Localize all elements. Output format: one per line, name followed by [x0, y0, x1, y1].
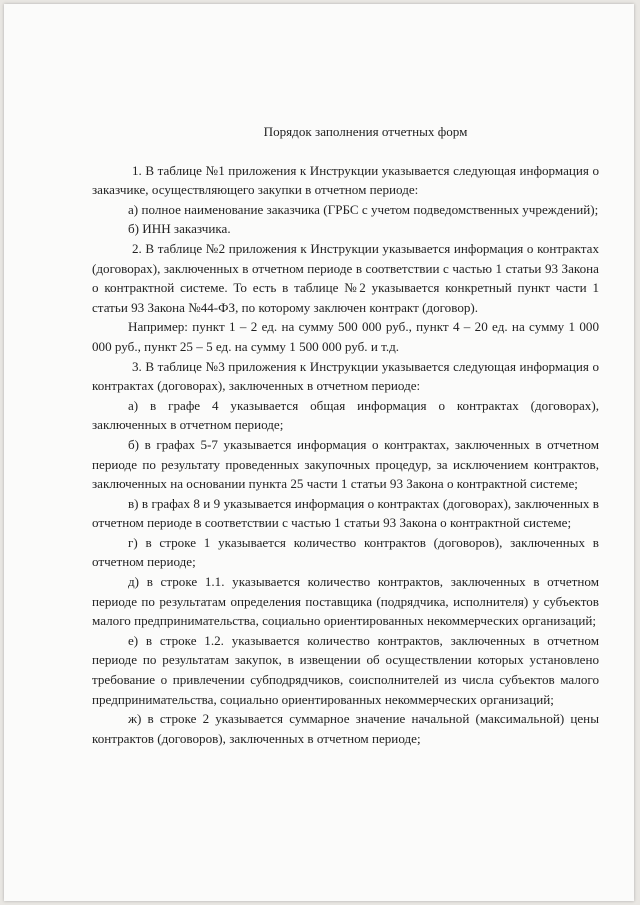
paragraph-3a: а) в графе 4 указывается общая информация о контрактах (договорах), заключенных в отчетном периоде; — [92, 397, 599, 433]
paragraph-3g: ж) в строке 2 указывается суммарное значение начальной (максимальной) цены контрактов (договоров), заключенных в отчетном периоде; — [92, 711, 599, 746]
paragraph-3e: д) в строке 1.1. указывается количество контрактов, заключенных в отчетном периоде по результатам определения поставщика (подрядчика, исполнителя) у субъектов малого предпринимательства, социально ориентированных некоммерческих организаций; — [92, 574, 599, 629]
paragraph-3f: е) в строке 1.2. указывается количество контрактов, заключенных в отчетном периоде по результатам закупок, в извещении об осуществлении которых установлено требование о привлечении субподрядчиков, соисполнителей из числа субъектов малого предпринимательства, социально ориентированных некоммерческих организаций; — [92, 632, 599, 707]
paragraph-3c: в) в графах 8 и 9 указывается информация о контрактах (договорах), заключенных в отчетном периоде в соответствии с частью 1 статьи 93 Закона о контрактной системе; — [92, 495, 599, 531]
paragraph-1: 1. В таблице №1 приложения к Инструкции указывается следующая информация о заказчике, осуществляющего закупки в отчетном периоде: — [92, 162, 599, 198]
paragraph-1b: б) ИНН заказчика. — [128, 221, 231, 237]
paragraph-3b: б) в графах 5-7 указывается информация о контрактах, заключенных в отчетном периоде по результату проведенных закупочных процедур, за исключением контрактов, заключенных на основании пункта 25 части 1 статьи 93 Закона о контрактной системе; — [92, 436, 599, 492]
paragraph-2-example: Например: пункт 1 – 2 ед. на сумму 500 000 руб., пункт 4 – 20 ед. на сумму 1 000 000 руб., пункт 25 – 5 ед. на сумму 1 500 000 руб. и т.д. — [92, 319, 599, 354]
paragraph-1a: а) полное наименование заказчика (ГРБС с учетом подведомственных учреждений); — [128, 201, 599, 217]
paragraph-3: 3. В таблице №3 приложения к Инструкции указывается следующая информация о контрактах (договорах), заключенных в отчетном периоде: — [92, 358, 599, 394]
paragraph-2: 2. В таблице №2 приложения к Инструкции указывается информация о контрактах (договорах), заключенных в отчетном периоде в соответствии с частью 1 статьи 93 Закона о контрактной системе. То есть в таблице №2 указывается конкретный пункт части 1 статьи 93 Закона №44-ФЗ, по которому заключен контракт (договор). — [92, 240, 599, 315]
document-title: Порядок заполнения отчетных форм — [263, 124, 468, 139]
paragraph-3d: г) в строке 1 указывается количество контрактов (договоров), заключенных в отчетном периоде; — [92, 534, 599, 570]
document-body — [92, 122, 599, 748]
document-page — [4, 4, 634, 901]
